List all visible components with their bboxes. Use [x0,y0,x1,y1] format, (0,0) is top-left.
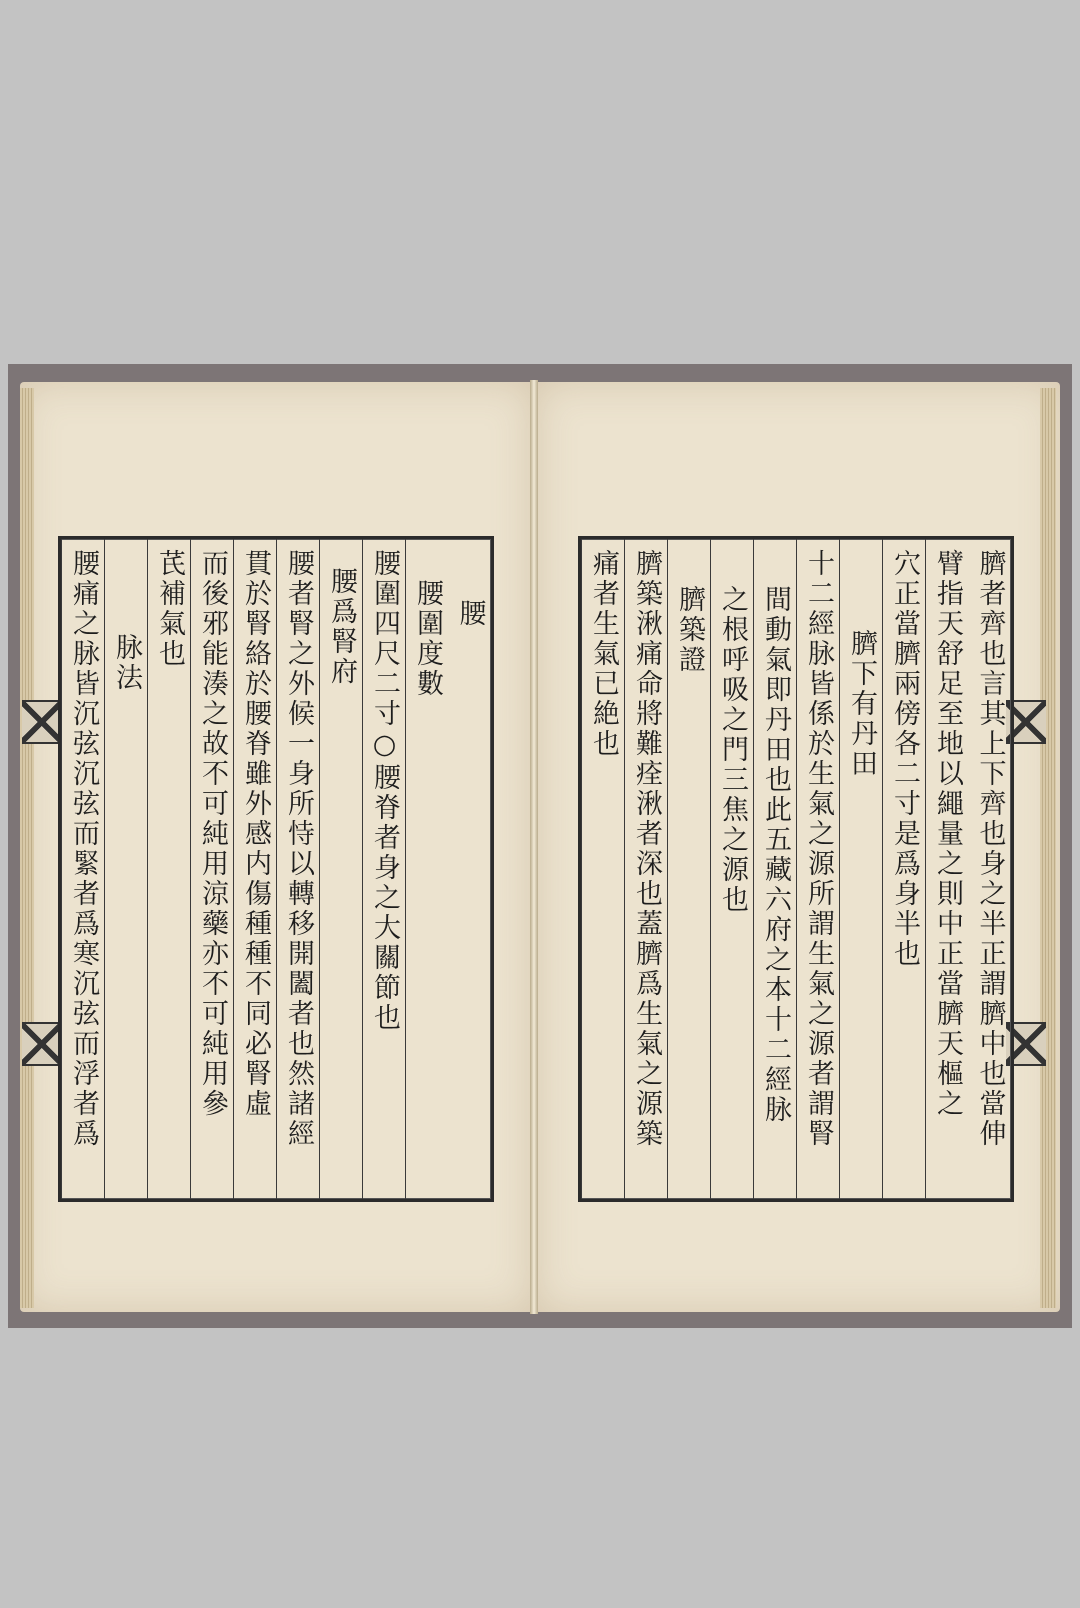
column-text: 臍者齊也言其上下齊也身之半正謂臍中也當伸 [974,549,1006,1149]
text-column [276,539,319,1199]
column-text: 之根呼吸之門三焦之源也 [717,585,748,915]
right-text-frame [578,536,1014,1202]
text-column [104,539,147,1199]
left-ornament-top [22,700,62,744]
column-text: 而後邪能湊之故不可純用涼藥亦不可純用參 [197,549,228,1119]
section-heading: 腰圍度數 [412,579,443,699]
text-column [624,539,667,1199]
left-ornament-bottom [22,1022,62,1066]
left-page-edge [20,388,34,1308]
column-text: 腰圍四尺二寸○腰脊者身之大關節也 [369,549,400,1033]
column-text: 芪補氣也 [154,549,185,669]
section-heading: 臍築證 [674,585,705,675]
text-column [968,539,1011,1199]
column-text: 臍築湫痛命將難痊湫者深也蓋臍爲生氣之源築 [631,549,662,1149]
text-column [448,539,491,1199]
text-column [796,539,839,1199]
column-text: 腰痛之脉皆沉弦沉弦而緊者爲寒沉弦而浮者爲 [68,549,99,1149]
text-column [61,539,104,1199]
text-column [147,539,190,1199]
text-column [362,539,405,1199]
section-heading: 脉法 [111,633,142,693]
column-text: 間動氣即丹田也此五藏六府之本十二經脉 [760,585,791,1125]
column-text: 十二經脉皆係於生氣之源所謂生氣之源者謂腎 [803,549,834,1149]
text-column [581,539,624,1199]
column-text: 痛者生氣已絶也 [588,549,619,759]
text-column [839,539,882,1199]
text-column [925,539,968,1199]
text-column [405,539,448,1199]
chapter-heading: 腰 [454,599,486,629]
column-text: 臂指天舒足至地以繩量之則中正當臍天樞之 [932,549,963,1119]
right-page-edge [1040,388,1056,1308]
text-column [710,539,753,1199]
column-text: 穴正當臍兩傍各二寸是爲身半也 [889,549,920,969]
section-heading: 腰爲腎府 [326,567,357,687]
column-text: 腰者腎之外候一身所恃以轉移開闔者也然諸經 [283,549,314,1149]
section-heading: 臍下有丹田 [846,629,877,779]
text-column [190,539,233,1199]
text-column [882,539,925,1199]
left-text-frame [58,536,494,1202]
text-column [319,539,362,1199]
book-gutter [530,380,538,1314]
column-text: 貫於腎絡於腰脊雖外感内傷種種不同必腎虛 [240,549,271,1119]
text-column [753,539,796,1199]
text-column [667,539,710,1199]
text-column [233,539,276,1199]
